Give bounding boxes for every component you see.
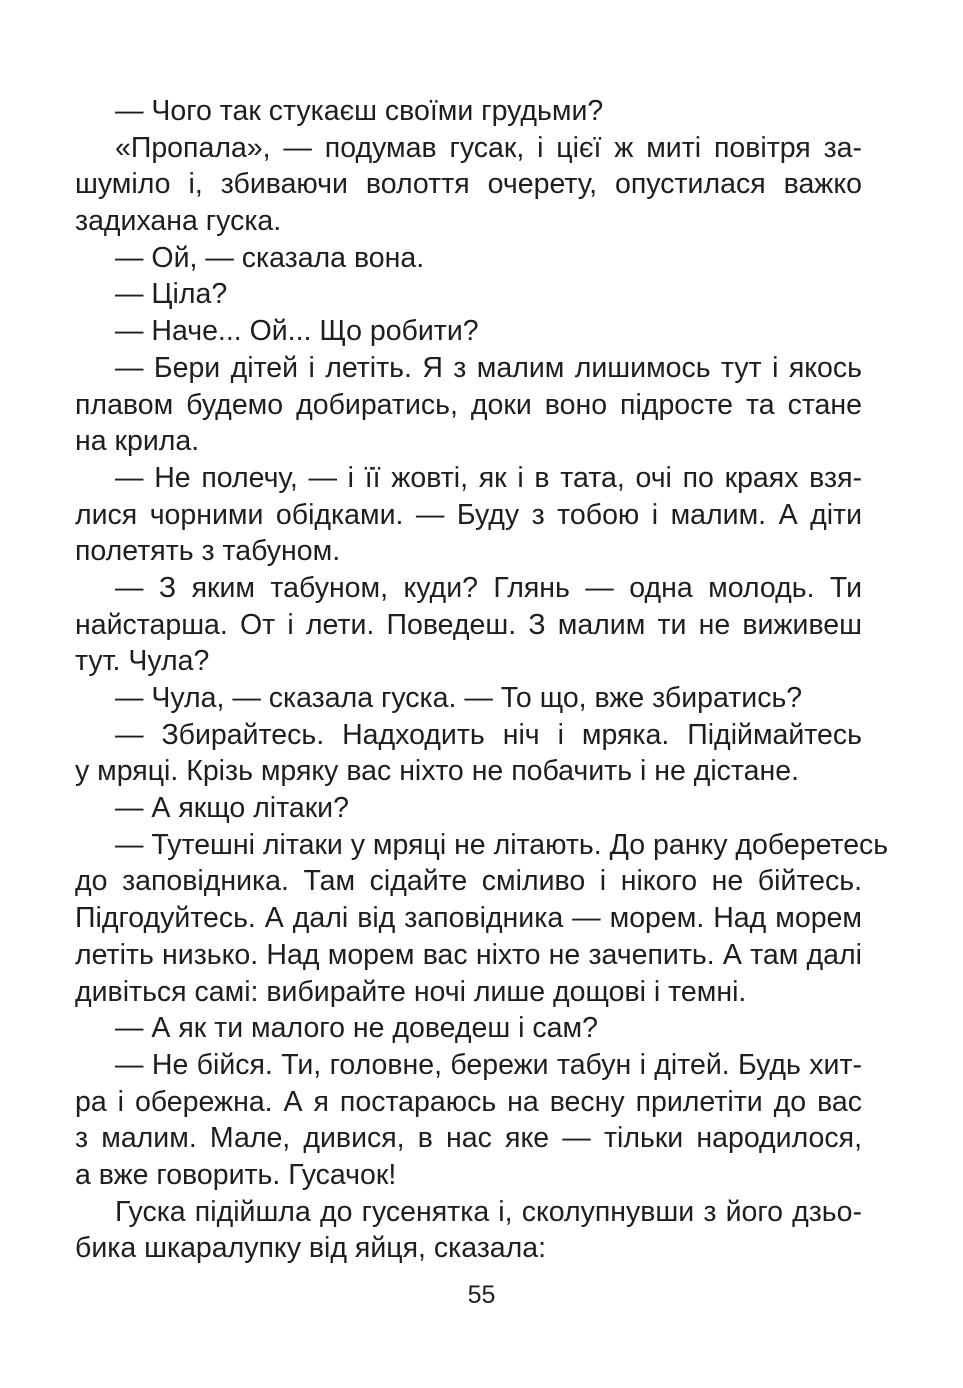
- text-line: шуміло і, збиваючи волоття очерету, опустилася важко: [75, 168, 862, 201]
- page-body: [75, 93, 889, 1267]
- text-line: — Наче... Ой... Що робити?: [115, 315, 479, 348]
- text-line: а вже говорить. Гусачок!: [75, 1158, 397, 1191]
- text-line: до заповідника. Там сідайте сміливо і нікого не бійтесь.: [75, 865, 862, 898]
- text-line: — Не бійся. Ти, головне, бережи табун і дітей. Будь хит-: [115, 1048, 862, 1081]
- text-line: летіть низько. Над морем вас ніхто не зачепить. А там далі: [75, 938, 862, 971]
- text-line: полетять з табуном.: [75, 535, 341, 568]
- text-line: Гуска підійшла до гусенятка і, сколупнувши з його дзьо-: [115, 1195, 862, 1228]
- text-line: плавом будемо добиратись, доки воно підросте та стане: [75, 388, 862, 421]
- text-line: — Збирайтесь. Надходить ніч і мряка. Підіймайтесь: [115, 718, 862, 751]
- text-line: тут. Чула?: [75, 645, 210, 678]
- text-line: з малим. Мале, дивися, в нас яке — тільки народилося,: [75, 1122, 862, 1155]
- page-number: 55: [467, 1281, 496, 1309]
- text-line: — З яким табуном, куди? Глянь — одна молодь. Ти: [115, 571, 862, 604]
- text-line: «Пропала», — подумав гусак, і цієї ж миті повітря за-: [115, 131, 862, 164]
- text-line: ра і обережна. А я постараюсь на весну прилетіти до вас: [75, 1085, 862, 1118]
- text-line: лися чорними обідками. — Буду з тобою і малим. А діти: [75, 498, 862, 531]
- text-line: бика шкаралупку від яйця, сказала:: [75, 1232, 547, 1265]
- text-line: — Чула, — сказала гуска. — То що, вже збиратись?: [115, 682, 803, 714]
- text-line: — Ціла?: [115, 278, 228, 311]
- text-line: на крила.: [75, 425, 200, 458]
- text-line: Підгодуйтесь. А далі від заповідника — морем. Над морем: [75, 902, 862, 935]
- text-line: — Бери дітей і летіть. Я з малим лишимось тут і якось: [115, 351, 862, 384]
- text-line: — А якщо літаки?: [115, 792, 349, 825]
- text-line: дивіться самі: вибирайте ночі лише дощові і темні.: [75, 975, 747, 1008]
- text-line: найстарша. От і лети. Поведеш. З малим ти не виживеш: [75, 608, 862, 641]
- text-line: — Ой, — сказала вона.: [115, 241, 425, 274]
- text-line: задихана гуска.: [75, 205, 282, 238]
- text-line: — Тутешні літаки у мряці не літають. До ранку доберетесь: [115, 828, 889, 861]
- text-line: — Не полечу, — і її жовті, як і в тата, очі по краях взя-: [115, 461, 862, 494]
- text-line: — Чого так стукаєш своїми грудьми?: [115, 95, 604, 127]
- text-line: у мряці. Крізь мряку вас ніхто не побачить і не дістане.: [75, 755, 800, 788]
- text-line: — А як ти малого не доведеш і сам?: [115, 1012, 598, 1045]
